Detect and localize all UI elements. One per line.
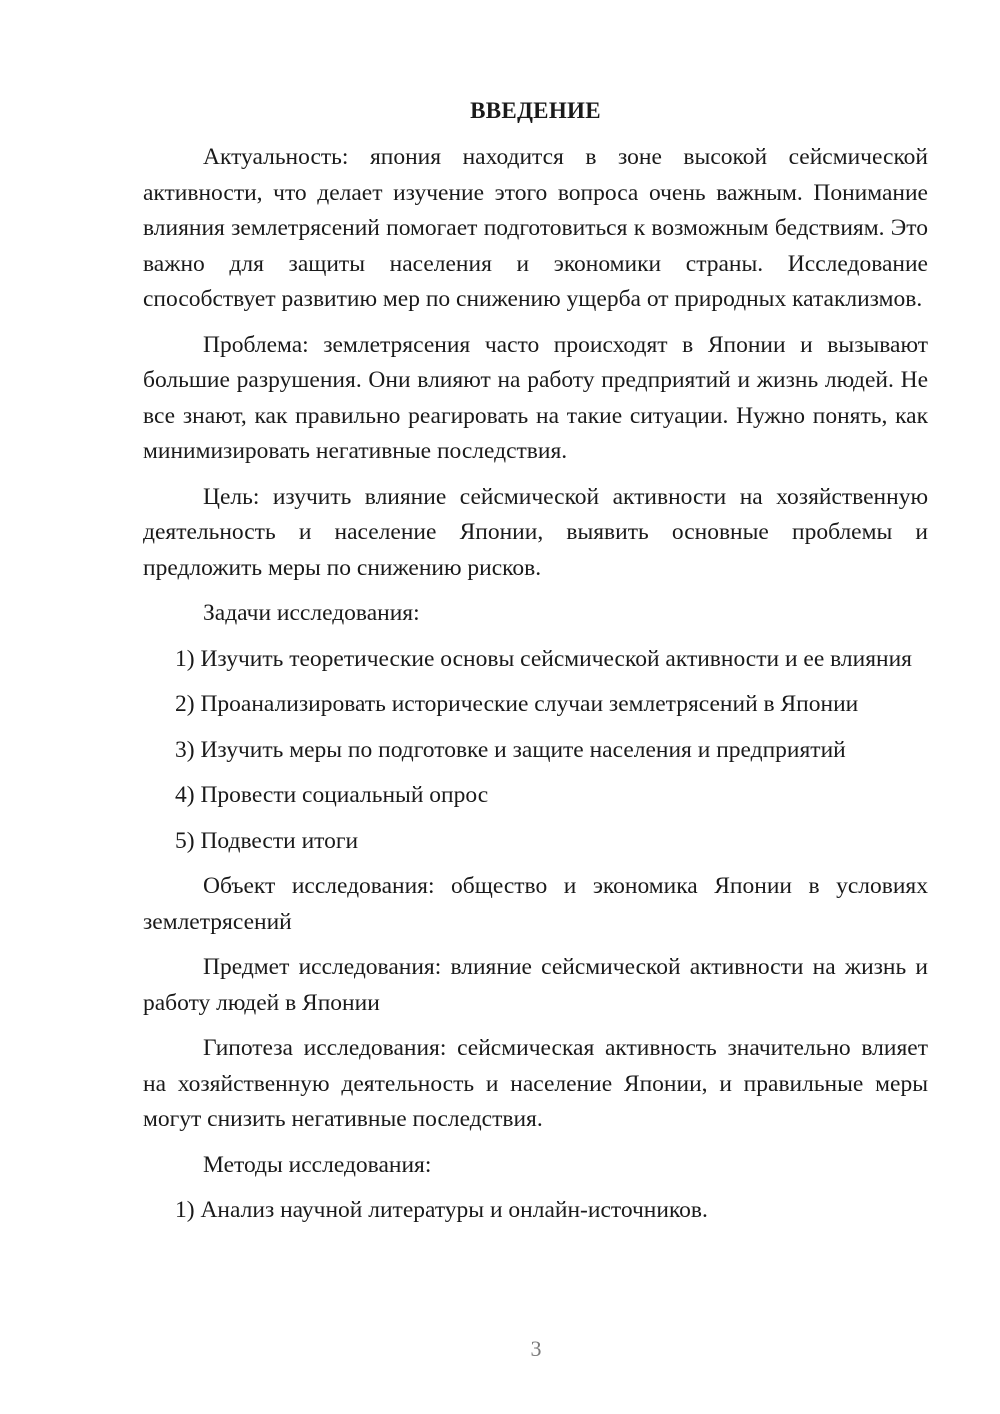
paragraph-problem: Проблема: землетрясения часто происходят в Японии и вызывают большие разрушения. Они влияют на работу предприятий и жизнь людей. Не все знают, как правильно реагировать на такие ситуации. Нужно понять, как минимизировать негативные последствия. xyxy=(143,331,928,464)
paragraph-hypothesis: Гипотеза исследования: сейсмическая активность значительно влияет на хозяйственную деятельность и население Японии, и правильные меры могут снизить негативные последствия. xyxy=(143,1035,928,1132)
task-item-2: 2) Проанализировать исторические случаи землетрясений в Японии xyxy=(175,691,859,717)
tasks-heading: Задачи исследования: xyxy=(203,600,420,626)
page-number: 3 xyxy=(530,1336,542,1361)
paragraph-object: Объект исследования: общество и экономика Японии в условиях землетрясений xyxy=(143,873,928,935)
page-content xyxy=(143,93,928,1239)
task-item-5: 5) Подвести итоги xyxy=(175,827,359,854)
task-item-4: 4) Провести социальный опрос xyxy=(175,782,489,808)
task-item-3: 3) Изучить меры по подготовке и защите населения и предприятий xyxy=(175,736,846,763)
paragraph-goal: Цель: изучить влияние сейсмической активности на хозяйственную деятельность и население Японии, выявить основные проблемы и предложить меры по снижению рисков. xyxy=(143,483,928,581)
paragraph-subject: Предмет исследования: влияние сейсмической активности на жизнь и работу людей в Японии xyxy=(143,954,928,1016)
page-title: ВВЕДЕНИЕ xyxy=(470,98,601,123)
task-item-1: 1) Изучить теоретические основы сейсмической активности и ее влияния xyxy=(175,645,912,672)
paragraph-relevance: Актуальность: япония находится в зоне высокой сейсмической активности, что делает изучение этого вопроса очень важным. Понимание влияния землетрясений помогает подготовиться к возможным бедствиям. Это важно для защиты населения и экономики страны. Исследование способствует развитию мер по снижению ущерба от природных катаклизмов. xyxy=(143,144,928,312)
method-item-1: 1) Анализ научной литературы и онлайн-источников. xyxy=(175,1197,708,1223)
methods-heading: Методы исследования: xyxy=(203,1151,432,1178)
